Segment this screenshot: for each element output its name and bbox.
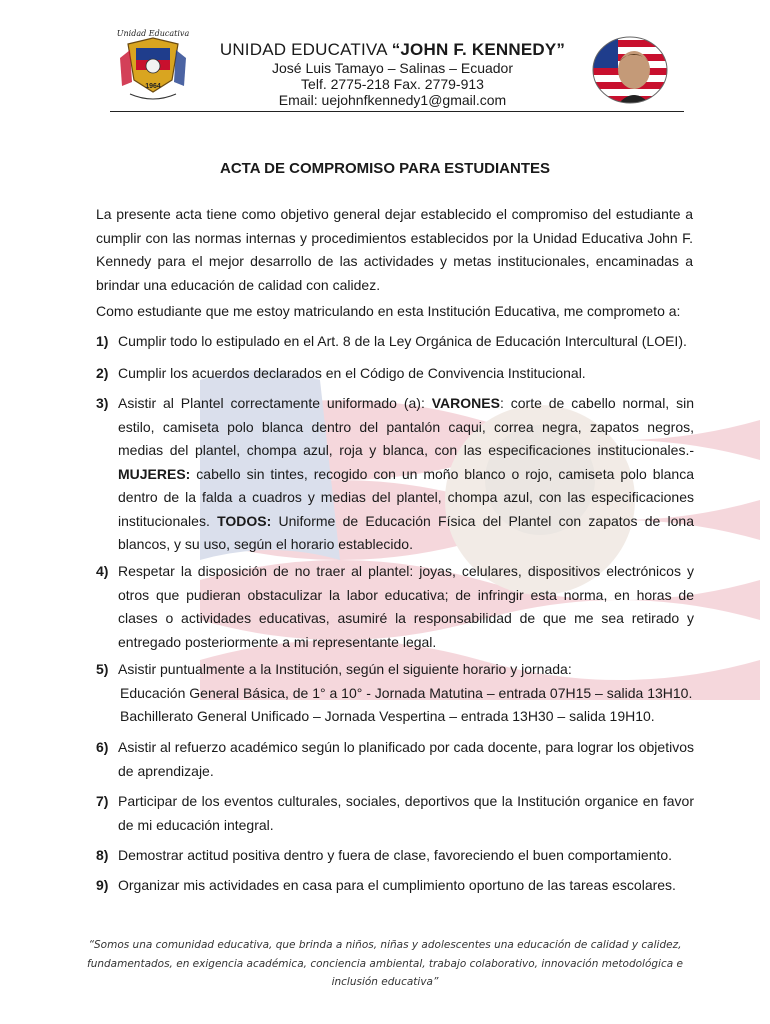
item-text: Respetar la disposición de no traer al plantel: joyas, celulares, dispositivos electrónicos y otros que pudieran obstaculizar la labor educativa; de infringir esta norma, en horas de clases o actividades educativas, asumiré la responsabilidad de que me sea retirado y entregado posteriormente a mi representante legal. — [118, 563, 694, 650]
school-crest-icon — [110, 22, 196, 108]
uniform-mujeres-label: MUJERES: — [118, 465, 191, 482]
item-number: 2) — [96, 365, 109, 381]
schedule-basica: Educación General Básica, de 1° a 10° - Jornada Matutina – entrada 07H15 – salida 13H10. — [120, 684, 693, 701]
header-divider — [110, 111, 684, 112]
intro-paragraph: La presente acta tiene como objetivo general dejar establecido el compromiso del estudiante a cumplir con las normas internas y procedimientos establecidos por la Unidad Educativa John F. Kennedy para el mejor desarrollo de las actividades y metas institucionales, encaminadas a brindar una educación de calidad con calidez. — [96, 206, 693, 293]
item-text: Cumplir los acuerdos declarados en el Código de Convivencia Institucional. — [118, 365, 586, 381]
item-number: 6) — [96, 739, 109, 755]
list-item — [96, 874, 694, 898]
item-number: 5) — [96, 661, 109, 677]
item-number: 9) — [96, 877, 109, 893]
uniform-todos-label: TODOS: — [217, 512, 272, 529]
list-item — [96, 844, 694, 868]
uniform-varones-label: VARONES — [431, 395, 500, 411]
item-number: 8) — [96, 847, 109, 863]
list-item — [96, 330, 694, 354]
footer-quote: “Somos una comunidad educativa, que brinda a niños, niñas y adolescentes una educación de calidad y calidez, fundamentados, en exigencia académica, conciencia ambiental, trabajo colaborativo, innovación metodológica e inclusión educativa” — [87, 939, 683, 988]
schedule-bachillerato: Bachillerato General Unificado – Jornada Vespertina – entrada 13H30 – salida 19H10. — [120, 708, 655, 724]
item-text: Organizar mis actividades en casa para el cumplimiento oportuno de las tareas escolares. — [118, 877, 676, 893]
item-number: 1) — [96, 333, 109, 349]
school-header — [200, 40, 585, 108]
item-number: 3) — [96, 395, 109, 411]
list-item — [96, 392, 694, 557]
commitment-lead: Como estudiante que me estoy matriculando en esta Institución Educativa, me comprometo a: — [96, 303, 681, 319]
uniform-intro: Asistir al Plantel correctamente uniformado (a): — [118, 395, 432, 411]
crest-motto: Unidad Educativa — [116, 29, 190, 38]
item-text: Participar de los eventos culturales, sociales, deportivos que la Institución organice en favor de mi educación integral. — [118, 793, 694, 833]
list-item — [96, 658, 694, 729]
uniform-todos-text: Uniforme de Educación Física del Plantel con zapatos de lona blancos, y su uso, según el horario establecido. — [118, 512, 694, 552]
item-number: 7) — [96, 793, 109, 809]
list-item — [96, 736, 694, 783]
list-item — [96, 362, 694, 386]
document-title: ACTA DE COMPROMISO PARA ESTUDIANTES — [219, 160, 550, 177]
school-email: Email: uejohnfkennedy1@gmail.com — [278, 92, 507, 108]
school-title — [200, 40, 585, 60]
item-number: 4) — [96, 563, 109, 579]
uniform-mujeres-text: cabello sin tintes, recogido con un moño blanco o rojo, camiseta polo blanca dentro de la falda a cuadros y medias del plantel, chompa azul, con las especificaciones institucionales. — [118, 465, 694, 529]
school-prefix: UNIDAD EDUCATIVA — [219, 40, 392, 59]
list-item — [96, 790, 694, 837]
item-text — [118, 392, 694, 557]
item-text: Asistir puntualmente a la Institución, según el siguiente horario y jornada: — [118, 661, 572, 677]
kennedy-flag-portrait-icon — [592, 36, 668, 104]
item-text: Demostrar actitud positiva dentro y fuera de clase, favoreciendo el buen comportamiento. — [118, 847, 673, 863]
item-text: Asistir al refuerzo académico según lo planificado por cada docente, para lograr los objetivos de aprendizaje. — [118, 739, 694, 779]
crest-year: 1964 — [145, 83, 161, 90]
list-item — [96, 560, 694, 654]
item-text: Cumplir todo lo estipulado en el Art. 8 de la Ley Orgánica de Educación Intercultural (LOEI). — [118, 333, 687, 349]
school-name: “JOHN F. KENNEDY” — [391, 40, 566, 59]
uniform-varones-text: : corte de cabello normal, sin estilo, camiseta polo blanca dentro del pantalón caqui, correa negra, zapatos negros, medias del plantel, chompa azul, roja y blanca, con las especificaciones institucionales.- — [118, 395, 694, 458]
school-phones: Telf. 2775-218 Fax. 2779-913 — [301, 76, 484, 92]
school-address: José Luis Tamayo – Salinas – Ecuador — [272, 60, 513, 76]
